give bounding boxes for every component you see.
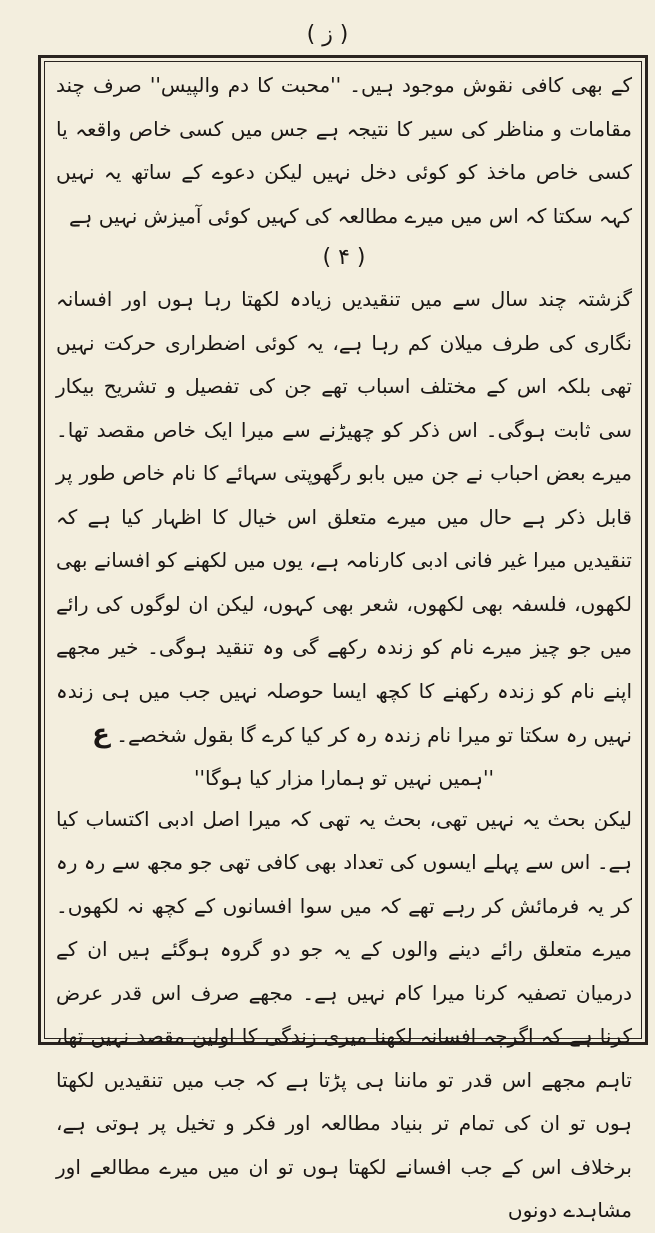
section-heading-4: ( ۴ )	[322, 245, 366, 270]
poet-mark: ع	[92, 719, 110, 749]
paragraph-section2-1	[56, 278, 632, 758]
page-number: ( ز )	[306, 22, 349, 47]
couplet-line: ''ہمیں نہیں تو ہمارا مزار کیا ہوگا''	[194, 765, 494, 790]
page-body	[56, 64, 632, 1222]
paragraph-section2-2: لیکن بحث یہ نہیں تھی، بحث یہ تھی کہ میرا اصل ادبی اکتساب کیا ہے۔ اس سے پہلے ایسوں کی تعداد بھی کافی تھی جو مجھ سے رہ رہ کر یہ فرمائش کر رہے تھے کہ میں سوا افسانوں کے کچھ نہ لکھوں۔ میرے متعلق رائے دینے والوں کے یہ جو دو گروہ ہوگئے ہیں ان کے درمیان تصفیہ کرنا میرا کام نہیں ہے۔ مجھے صرف اس قدر عرض کرنا ہے کہ اگرچہ افسانہ لکھنا میری زندگی کا اولین مقصد نہیں تھا، تاہم مجھے اس قدر تو ماننا ہی پڑتا ہے کہ جب میں تنقیدیں لکھتا ہوں تو ان کی تمام تر بنیاد مطالعہ اور فکر و تخیل پر ہوتی ہے، برخلاف اس کے جب افسانے لکھتا ہوں تو ان میں میرے مطالعے اور مشاہدے دونوں	[56, 806, 632, 1222]
paragraph-section2-1-text: گزشتہ چند سال سے میں تنقیدیں زیادہ لکھتا رہا ہوں اور افسانہ نگاری کی طرف میلان کم رہا ہے، یہ کوئی اضطراری حرکت نہیں تھی بلکہ اس کے مختلف اسباب تھے جن کی تفصیل و تشریح بیکار سی ثابت ہوگی۔ اس ذکر کو چھیڑنے سے میرا ایک خاص مقصد تھا۔ میرے بعض احباب نے جن میں بابو رگھوپتی سہائے کا نام خاص طور پر قابل ذکر ہے حال میں میرے متعلق اس خیال کا اظہار کیا ہے کہ تنقیدیں میرا غیر فانی ادبی کارنامہ ہے، یوں میں لکھنے کو افسانے بھی لکھوں، فلسفہ بھی لکھوں، شعر بھی کہوں، لیکن ان لوگوں کی رائے میں جو چیز میرے نام کو زندہ رکھے گی وہ تنقید ہوگی۔ خیر مجھے اپنے نام کو زندہ رکھنے کا کچھ ایسا حوصلہ نہیں جب میں ہی زندہ نہیں رہ سکتا تو میرا نام زندہ رہ کر کیا کرے گا بقول شخصے۔	[56, 287, 632, 747]
paragraph-section1: کے بھی کافی نقوش موجود ہیں۔ ''محبت کا دم والپیس'' صرف چند مقامات و مناظر کی سیر کا نتیجہ ہے جس میں کسی خاص واقعہ یا کسی خاص ماخذ کو کوئی دخل نہیں لیکن دعوے کے ساتھ یہ نہیں کہہ سکتا کہ اس میں میرے مطالعہ کی کہیں کوئی آمیزش نہیں ہے	[56, 73, 632, 228]
